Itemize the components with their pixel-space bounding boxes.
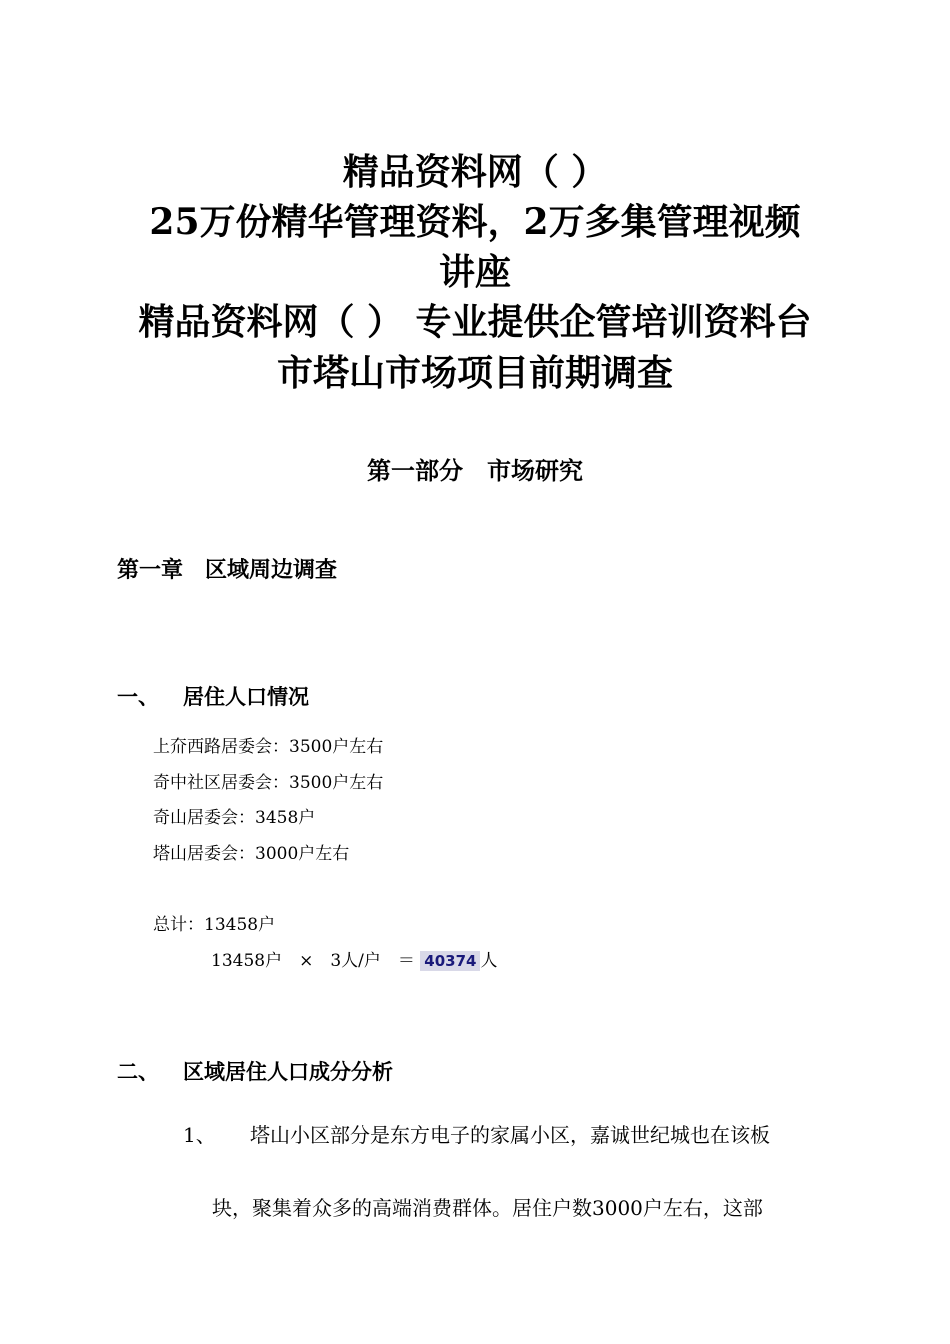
doc-title-line-1: 精品资料网（ ）	[342, 151, 608, 193]
section-heading-2	[117, 1058, 393, 1086]
section-number: 二、	[117, 1059, 159, 1084]
doc-title-line-5: 市塔山市场项目前期调查	[276, 352, 673, 394]
section-number: 一、	[117, 684, 159, 709]
doc-title-line-2: 25万份精华管理资料，2万多集管理视频	[149, 201, 801, 243]
list-item: 奇中社区居委会：3500户左右	[153, 773, 384, 793]
part-title: 第一部分 市场研究	[367, 456, 583, 485]
list-item: 奇山居委会：3458户	[153, 808, 316, 828]
calculation-expression: 13458户 × 3人/户 ＝	[211, 951, 415, 971]
total-line: 总计：13458户	[153, 915, 276, 935]
paragraph-line: 块，聚集着众多的高端消费群体。居住户数3000户左右，这部	[212, 1196, 763, 1220]
doc-title-line-3: 讲座	[438, 251, 511, 293]
doc-title-line-4: 精品资料网（ ） 专业提供企管培训资料台	[138, 301, 812, 343]
calculation-line	[211, 950, 497, 972]
list-item: 上夼西路居委会：3500户左右	[153, 737, 384, 757]
calculation-result: 40374	[420, 951, 480, 971]
section-heading-1	[117, 683, 309, 711]
section-title: 区域居住人口成分分析	[183, 1059, 393, 1084]
paragraph-line: 塔山小区部分是东方电子的家属小区，嘉诚世纪城也在该板	[250, 1123, 770, 1147]
calculation-unit: 人	[480, 951, 498, 971]
paragraph-number: 1、	[183, 1123, 216, 1147]
chapter-title: 第一章 区域周边调查	[117, 557, 338, 583]
list-item: 塔山居委会：3000户左右	[153, 844, 350, 864]
section-title: 居住人口情况	[183, 684, 309, 709]
